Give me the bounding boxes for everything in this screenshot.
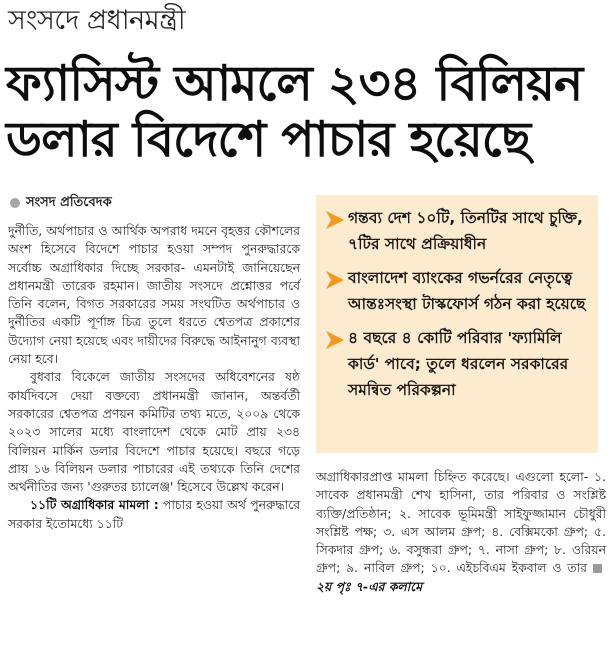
- subhead-priority-cases: ১১টি অগ্রাধিকার মামলা :: [30, 497, 159, 513]
- highlight-item: [324, 325, 590, 403]
- byline-text: সংসদ প্রতিবেদক: [26, 195, 112, 210]
- highlight-text: ৪ বছরে ৪ কোটি পরিবার 'ফ্যামিলি কার্ড' পাবে; তুলে ধরলেন সরকারের সমন্বিত পরিকল্পনা: [348, 329, 569, 399]
- paragraph-1: দুর্নীতি, অর্থপাচার ও আর্থিক অপরাধ দমনে বৃহত্তর কৌশলের অংশ হিসেবে বিদেশে পাচার হওয়া সম্পদ পুনরুদ্ধারকে সর্বোচ্চ অগ্রাধিকার দিচ্ছে সরকার- এমনটাই জানিয়েছেন প্রধানমন্ত্রী তারেক রহমান। জাতীয় সংসদে প্রশ্নোত্তর পর্বে তিনি বলেন, বিগত সরকারের সময় সংঘটিত অর্থপাচার ও দুর্নীতির একটি পূর্ণাঙ্গ চিত্র তুলে ধরতে শ্বেতপত্র প্রকাশের উদ্যোগ নেয়া হয়েছে এবং দায়ীদের বিরুদ্ধে আইনানুগ ব্যবস্থা নেয়া হবে।: [8, 223, 300, 367]
- continued-on-label: ২য় পৃঃ ৭-এর কলামে: [316, 578, 423, 594]
- paragraph-2: বুধবার বিকেলে জাতীয় সংসদের অধিবেশনের ষষ্ঠ কার্যদিবসে দেয়া বক্তব্যে প্রধানমন্ত্রী জানান, অন্তর্বর্তী সরকারের শ্বেতপত্র প্রণয়ন কমিটির তথ্য মতে, ২০০৯ থেকে ২০২৩ সালের মধ্যে বাংলাদেশ থেকে মোট প্রায় ২৩৪ বিলিয়ন মার্কিন ডলার বিদেশে পাচার হয়েছে। বছরে গড়ে প্রায় ১৬ বিলিয়ন ডলার পাচারের এই তথ্যকে তিনি দেশের অর্থনীতির জন্য 'গুরুতর চ্যালেঞ্জ' হিসেবে উল্লেখ করেন।: [8, 369, 300, 495]
- highlight-text: গন্তব্য দেশ ১০টি, তিনটির সাথে চুক্তি, ৭টির সাথে প্রক্রিয়াধীন: [348, 209, 583, 253]
- headline-line-1: ফ্যাসিস্ট আমলে ২৩৪ বিলিয়ন: [6, 55, 583, 112]
- byline: [10, 194, 112, 212]
- headline: [6, 56, 610, 168]
- highlight-text: বাংলাদেশ ব্যাংকের গভর্নরের নেতৃত্বে আন্তঃসংস্থা টাস্কফোর্স গঠন করা হয়েছে: [348, 269, 586, 313]
- kicker: সংসদে প্রধানমন্ত্রী: [8, 5, 186, 36]
- arrow-right-icon: [324, 211, 348, 229]
- highlight-item: [324, 205, 590, 257]
- continuation-square-icon: [593, 564, 602, 573]
- paragraph-4-text: অগ্রাধিকারপ্রাপ্ত মামলা চিহ্নিত করেছে। এগুলো হলো- ১. সাবেক প্রধানমন্ত্রী শেখ হাসিনা, তার পরিবার ও সংশ্লিষ্ট ব্যক্তি/প্রতিষ্ঠান; ২. সাবেক ভূমিমন্ত্রী সাইফুজ্জামান চৌধুরী সংশ্লিষ্ট পক্ষ; ৩. এস আলম গ্রুপ; ৪. বেক্সিমকো গ্রুপ; ৫. সিকদার গ্রুপ; ৬. বসুন্ধরা গ্রুপ; ৭. নাসা গ্রুপ; ৮. ওরিয়ন গ্রুপ; ৯. নাবিল গ্রুপ; ১০. এইচবিএম ইকবাল ও তার: [316, 469, 606, 576]
- paragraph-4: [316, 468, 606, 596]
- headline-line-2: ডলার বিদেশে পাচার হয়েছে: [6, 111, 531, 168]
- arrow-right-icon: [324, 331, 348, 349]
- byline-dot-icon: [10, 198, 20, 208]
- highlight-item: [324, 265, 590, 317]
- arrow-right-icon: [324, 271, 348, 289]
- paragraph-3: [8, 496, 300, 533]
- paragraph-3-text: পাচার হওয়া অর্থ পুনরুদ্ধারে সরকার ইতোমধ্যে ১১টি: [8, 497, 301, 531]
- highlights-box: [316, 195, 598, 453]
- body-column-left: [8, 222, 300, 533]
- body-column-right: [316, 468, 606, 596]
